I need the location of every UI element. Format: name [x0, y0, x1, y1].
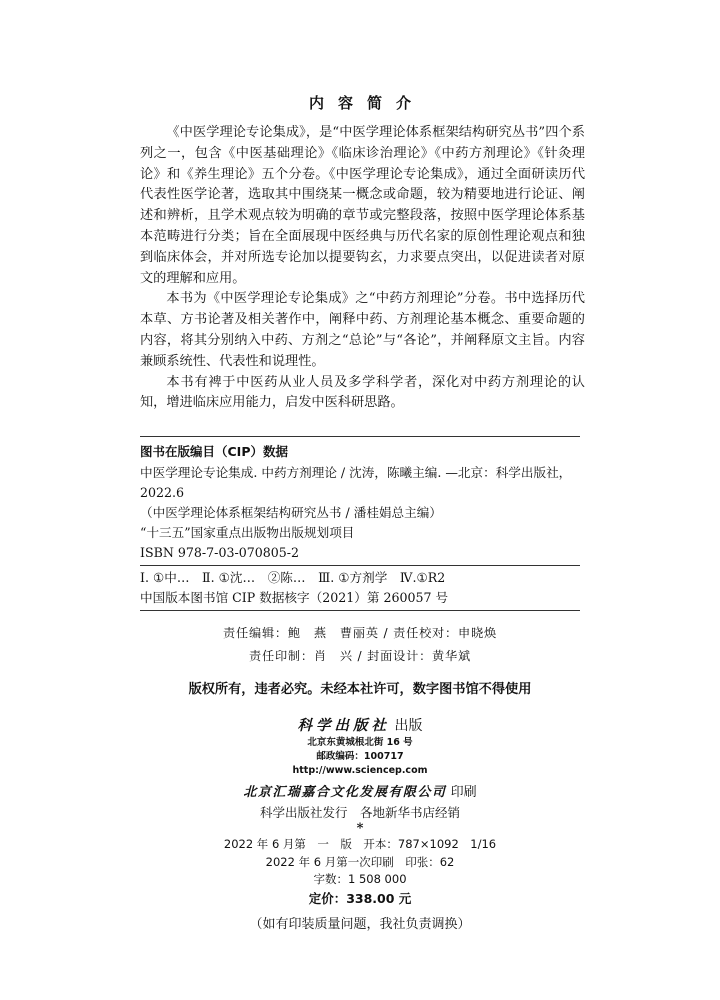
cip-divider — [140, 565, 580, 588]
printer-name: 北京汇瑞嘉合文化发展有限公司 — [243, 785, 447, 800]
summary-text — [140, 123, 585, 414]
cip-main-entry: 中医学理论专论集成. 中药方剂理论 / 沈涛，陈曦主编. —北京：科学出版社，2022.6 — [140, 465, 572, 500]
printer-line — [0, 782, 720, 804]
publisher-address: 北京东黄城根北街 16 号 — [307, 737, 413, 748]
staff-editors: 责任编辑：鲍 燕 曹丽英 / 责任校对：申晓焕 — [222, 626, 497, 640]
edition-line-2: 2022 年 6 月第一次印刷 印张：62 — [265, 854, 455, 869]
staff-production: 责任印制：肖 兴 / 封面设计：黄华斌 — [248, 649, 472, 663]
cip-body — [140, 463, 580, 608]
cip-series: （中医学理论体系框架结构研究丛书 / 潘桂娟总主编） — [140, 505, 442, 520]
separator-star: * — [356, 821, 364, 836]
cip-classification: Ⅰ. ①中… Ⅱ. ①沈… ②陈… Ⅲ. ①方剂学 Ⅳ.①R2 — [140, 570, 446, 585]
summary-paragraph-3: 本书有裨于中医药从业人员及多学科学者，深化对中药方剂理论的认知，增进临床应用能力，启发中医科研思路。 — [140, 374, 585, 411]
publisher-line — [0, 716, 720, 736]
summary-paragraph-2: 本书为《中医学理论专论集成》之“中药方剂理论”分卷。书中选择历代本草、方书论著及相关著作中，阐释中药、方剂理论基本概念、重要命题的内容，将其分别纳入中药、方剂之“总论”与“各论”，并阐释原文主旨。内容兼顾系统性、代表性和说理性。 — [140, 291, 585, 369]
printer-suffix: 印刷 — [450, 785, 477, 800]
cip-number: 中国版本图书馆 CIP 数据核字（2021）第 260057 号 — [140, 590, 449, 605]
distribution-line: 科学出版社发行 各地新华书店经销 — [259, 805, 460, 820]
cip-project: “十三五”国家重点出版物出版规划项目 — [140, 525, 355, 540]
cip-title: 图书在版编目（CIP）数据 — [140, 444, 288, 459]
edition-line-1: 2022 年 6 月第 一 版 开本：787×1092 1/16 — [223, 837, 497, 851]
price: 定价：338.00 元 — [308, 890, 412, 906]
publication-info — [0, 716, 720, 936]
word-count: 字数：1 508 000 — [313, 872, 407, 886]
publisher-suffix: 出版 — [394, 718, 423, 734]
publisher-name: 科学出版社 — [297, 717, 391, 734]
cip-data-block — [140, 436, 580, 611]
quality-notice: （如有印装质量问题，我社负责调换） — [249, 916, 471, 932]
summary-paragraph-1: 《中医学理论专论集成》，是“中医学理论体系框架结构研究丛书”四个系列之一，包含《中医基础理论》《临床诊治理论》《中药方剂理论》《针灸理论》和《养生理论》五个分卷。《中医学理论专论集成》，通过全面研读历代代表性医学论著，选取其中围绕某一概念或命题，较为精要地进行论证、阐述和辨析，且学术观点较为明确的章节或完整段落，按照中医学理论体系基本范畴进行分类；旨在全面展现中医经典与历代名家的原创性理论观点和独到临床体会，并对所选专论加以提要钩玄，力求要点突出，以促进读者对原文的理解和应用。 — [140, 125, 585, 286]
publisher-postcode: 邮政编码：100717 — [316, 751, 404, 762]
copyright-notice: 版权所有，违者必究。未经本社许可，数字图书馆不得使用 — [188, 682, 532, 697]
cip-isbn: ISBN 978-7-03-070805-2 — [140, 545, 300, 560]
summary-heading: 内容简介 — [308, 94, 425, 112]
publisher-url: http://www.sciencep.com — [292, 765, 428, 776]
